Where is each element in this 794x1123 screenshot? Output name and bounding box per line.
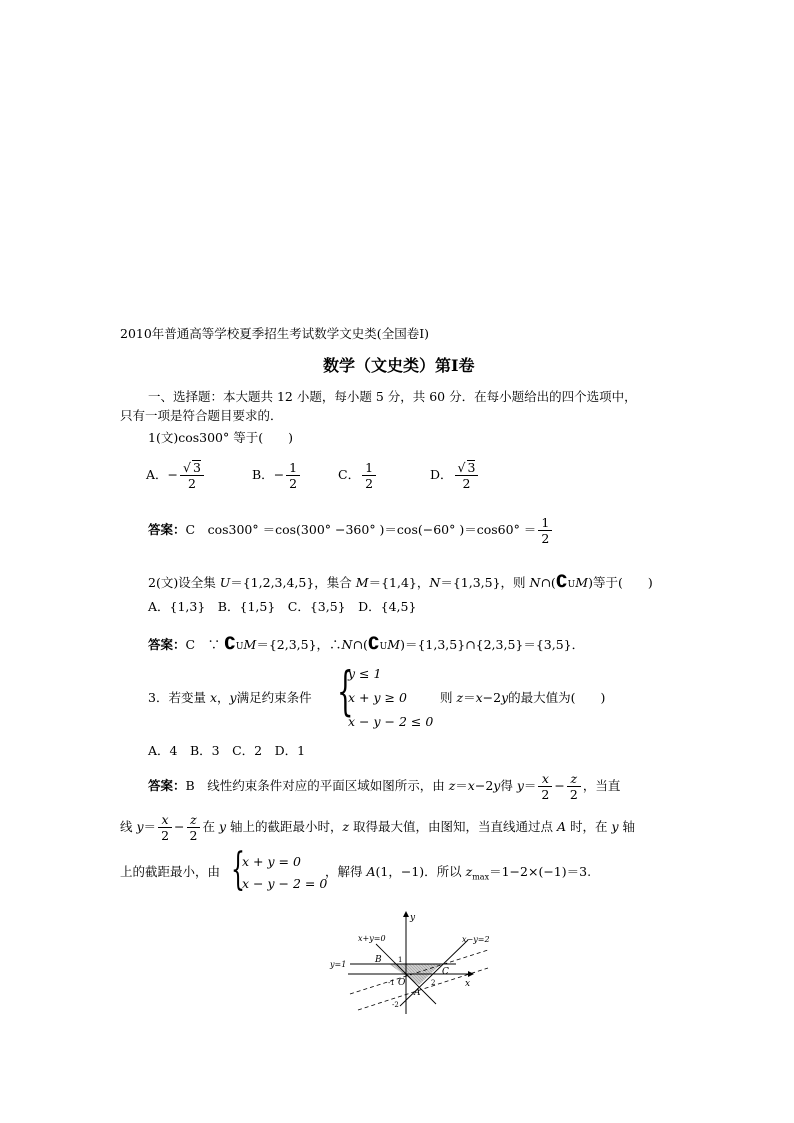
x-axis-arrow [468,971,474,977]
option-fraction: $\frac{√ 3}{2}$ [180,460,204,491]
q2-stem-part: )等于( ) [588,575,653,590]
q2-stem-part: ∩( [540,575,556,590]
complement-subscript: U [235,642,244,652]
q3-stem-right [440,692,605,705]
q3-stem-left [148,692,312,705]
complement-symbol: ∁ [224,634,236,654]
var-y: y [229,690,237,705]
constraint-3: x − y − 2 ≤ 0 [348,714,434,729]
answer-numerator: 1 [538,515,552,531]
numerator: x [158,812,172,828]
option-numerator: 3 [467,460,476,475]
q3-stem-part: ＝ [463,690,476,705]
system-brace: { [231,844,245,895]
answer-part: −2 [474,778,494,793]
q3-answer-line-3-left: 上的截距最小，由 [120,864,221,879]
subscript-max: max [472,872,490,882]
var-m: M [575,575,589,590]
option-fraction [362,460,376,491]
q2-stem [148,574,653,591]
answer-part: 取得最大值，由图知，当直线通过点 [349,819,558,834]
fraction-z-over-2 [567,771,581,802]
answer-part: ＝ [455,778,468,793]
var-y: y [218,819,226,834]
answer-label: 答案： [148,522,186,537]
option-sign: − [167,467,179,482]
answer-part: ＝ [523,778,537,793]
option-label: C． [338,467,361,482]
answer-part: 轴上的截距最小时， [226,819,343,834]
complement-subscript: U [379,642,388,652]
q2-stem-part: 2(文)设全集 [148,575,220,590]
fraction-x-over-2 [158,812,172,843]
var-m: M [243,637,257,652]
var-n: N [429,575,441,590]
option-label: B． [252,467,274,482]
numerator: z [567,771,581,787]
minus-sign: − [554,778,565,793]
var-u: U [219,575,231,590]
var-y: y [501,690,509,705]
point-a: A [366,864,376,879]
option-label: A． [146,467,168,482]
answer-part: ，解得 [325,864,367,879]
tick-label-neg2: -2 [392,1001,399,1009]
doc-header: 2010年普通高等学校夏季招生考试数学文史类(全国卷Ⅰ) [120,326,430,341]
answer-part: 得 [500,778,517,793]
q3-answer-line-3-right [325,866,591,882]
label-x-plus-y-0: x+y=0 [358,934,386,943]
constraint-2: x + y ≥ 0 [348,690,407,705]
q2-answer [148,636,584,653]
q3-stem-part: 则 [440,690,457,705]
answer-part: B 线性约束条件对应的平面区域如图所示，由 [185,778,449,793]
fraction-x-over-2 [538,771,552,802]
denominator: 2 [541,787,550,802]
answer-part: ＝1−2×(−1)＝3. [489,864,592,879]
var-n: N [341,637,353,652]
q3-answer-line-1 [148,771,620,802]
option-denominator: 2 [188,476,196,491]
fraction-z-over-2 [187,812,201,843]
origin-label: O [398,978,406,988]
denominator: 2 [569,787,578,802]
q3-stem-part: ， [217,690,230,705]
complement-symbol: ∁ [367,634,380,654]
q3-options: A．4 B．3 C．2 D．1 [148,743,306,758]
answer-fraction [538,515,552,546]
var-x: x [209,690,217,705]
var-z: z [448,778,456,793]
x-axis-label: x [465,979,471,989]
answer-part: (1，−1)．所以 [375,864,466,879]
answer-part: C ∵ [185,637,225,652]
system-eq-2: x − y − 2 = 0 [242,876,328,891]
q1-option-d [430,460,480,491]
numerator: z [187,812,201,828]
var-y: y [611,819,619,834]
var-x: x [475,690,483,705]
constraint-brace: { [337,662,354,722]
var-z: z [342,819,350,834]
y-axis-arrow [403,911,409,917]
q3-stem-part: −2 [482,690,502,705]
option-numerator: 1 [286,460,300,476]
answer-part: 轴 [618,819,636,834]
q1-option-c [338,460,378,491]
q3-answer-line-2 [120,812,635,843]
answer-label: 答案： [148,778,186,793]
point-c-label: C [442,967,449,977]
option-label: D． [430,467,453,482]
q3-stem-part: 满足约束条件 [236,690,312,705]
option-sign: − [273,467,285,482]
option-fraction [286,460,300,491]
var-y: y [136,819,144,834]
q2-stem-part: ＝{1,2,3,4,5}，集合 [230,575,356,590]
q1-option-a [146,460,206,491]
label-y-equals-1: y=1 [330,960,347,969]
var-y: y [493,778,501,793]
answer-text: C cos300° ＝cos(300° −360° )＝cos(−60° )＝cos60° ＝ [185,522,537,537]
option-denominator: 2 [365,476,374,491]
q2-options: A．{1,3} B．{1,5} C．{3,5} D．{4,5} [148,599,417,614]
answer-label: 答案： [148,637,186,652]
intro-line-2: 只有一项是符合题目要求的． [120,408,283,423]
page-title: 数学（文史类）第Ⅰ卷 [323,356,475,375]
q1-option-b [252,460,302,491]
feasible-region-figure [328,910,508,1020]
var-y: y [516,778,524,793]
var-x: x [467,778,475,793]
tick-label-1: 1 [398,956,403,964]
q3-stem-part: 的最大值为( ) [508,690,606,705]
var-z: z [465,864,473,879]
var-n: N [529,575,541,590]
constraint-1: y ≤ 1 [348,666,382,681]
var-m: M [355,575,369,590]
system-eq-1: x + y = 0 [242,854,301,869]
point-b-label: B [375,955,382,965]
answer-part: ＝ [143,819,157,834]
var-m: M [387,637,401,652]
q1-answer [148,515,554,546]
option-denominator: 2 [462,476,471,491]
option-numerator: 3 [192,460,201,475]
q3-stem-part: 3．若变量 [148,690,210,705]
q1-stem: 1(文)cos300° 等于( ) [148,430,293,445]
denominator: 2 [189,828,198,843]
intro-line-1: 一、选择题：本大题共 12 小题，每小题 5 分，共 60 分．在每小题给出的四个选项中， [148,389,637,404]
point-a: A [557,819,567,834]
answer-denominator: 2 [541,531,550,546]
answer-part: ＝{2,3,5}，∴ [256,637,342,652]
numerator: x [538,771,552,787]
answer-part: 在 [202,819,219,834]
answer-part: 线 [120,819,137,834]
answer-part: 时，在 [566,819,612,834]
option-denominator: 2 [289,476,298,491]
minus-sign: − [174,819,185,834]
option-numerator: 1 [362,460,376,476]
complement-subscript: U [567,580,576,590]
point-a-label: A [414,988,421,998]
tick-label-2: 2 [431,979,436,987]
denominator: 2 [161,828,170,843]
answer-part: ，当直 [582,778,621,793]
label-x-minus-y-2: x−y=2 [462,935,490,944]
option-fraction: $\frac{√ 3}{2}$ [455,460,479,491]
var-z: z [456,690,464,705]
q2-stem-part: ＝{1,4}， [368,575,430,590]
tick-label-neg1: -1 [388,979,395,987]
y-axis-label: y [410,913,416,923]
complement-symbol: ∁ [555,572,568,592]
q2-stem-part: ＝{1,3,5}，则 [440,575,530,590]
answer-part: )＝{1,3,5}∩{2,3,5}＝{3,5}． [400,637,585,652]
answer-part: ∩( [352,637,368,652]
